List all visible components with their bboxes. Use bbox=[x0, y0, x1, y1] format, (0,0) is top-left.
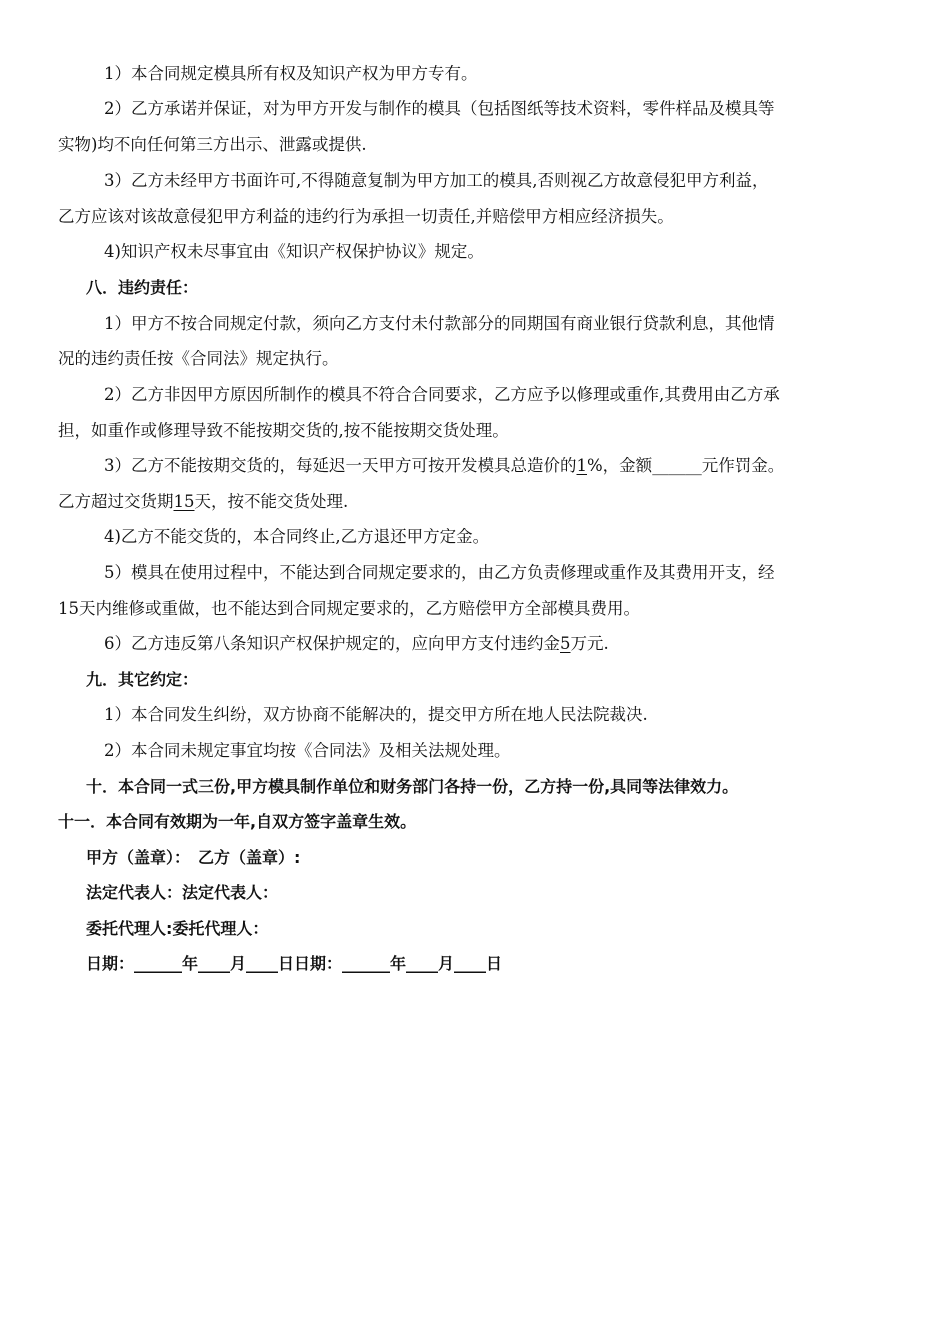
signature-agent: 委托代理人:委托代理人： bbox=[86, 919, 269, 938]
section-11: 十一．本合同有效期为一年,自双方签字盖章生效。 bbox=[58, 812, 417, 831]
clause-8-4: 4)乙方不能交货的，本合同终止,乙方退还甲方定金。 bbox=[104, 527, 490, 546]
section-10: 十．本合同一式三份,甲方模具制作单位和财务部门各持一份，乙方持一份,具同等法律效力。 bbox=[86, 777, 739, 796]
clause-7-3-line1: 3）乙方未经甲方书面许可,不得随意复制为甲方加工的模具,否则视乙方故意侵犯甲方利益， bbox=[104, 171, 769, 190]
clause-9-1: 1）本合同发生纠纷，双方协商不能解决的，提交甲方所在地人民法院裁决. bbox=[104, 705, 648, 724]
clause-9-2: 2）本合同未规定事宜均按《合同法》及相关法规处理。 bbox=[104, 741, 511, 760]
clause-8-3-line1 bbox=[104, 456, 894, 476]
clause-8-1-line2: 况的违约责任按《合同法》规定执行。 bbox=[58, 349, 339, 368]
signature-date: 日期：______年____月____日日期：______年____月____日 bbox=[86, 954, 503, 973]
clause-7-3-line2: 乙方应该对该故意侵犯甲方利益的违约行为承担一切责任,并赔偿甲方相应经济损失。 bbox=[58, 207, 674, 226]
clause-7-2-line1: 2）乙方承诺并保证，对为甲方开发与制作的模具（包括图纸等技术资料，零件样品及模具等 bbox=[104, 99, 775, 118]
clause-8-3-text-c: 元作罚金。 bbox=[701, 456, 785, 475]
clause-8-3-text-a: 3）乙方不能按期交货的，每延迟一天甲方可按开发模具总造价的 bbox=[104, 456, 577, 475]
section-8-heading: 八．违约责任： bbox=[86, 278, 199, 297]
clause-8-6-text-a: 6）乙方违反第八条知识产权保护规定的，应向甲方支付违约金 bbox=[104, 634, 560, 653]
clause-7-1: 1）本合同规定模具所有权及知识产权为甲方专有。 bbox=[104, 64, 478, 83]
signature-legal-rep: 法定代表人：法定代表人： bbox=[86, 883, 279, 902]
clause-8-3-text-b: %，金额 bbox=[587, 456, 653, 475]
penalty-percent: 1 bbox=[576, 456, 587, 475]
clause-8-5-line1: 5）模具在使用过程中，不能达到合同规定要求的，由乙方负责修理或重作及其费用开支，经 bbox=[104, 563, 775, 582]
clause-8-6 bbox=[104, 634, 894, 654]
clause-8-3-text-e: 天，按不能交货处理. bbox=[194, 492, 349, 511]
clause-8-1-line1: 1）甲方不按合同规定付款，须向乙方支付未付款部分的同期国有商业银行贷款利息，其他情 bbox=[104, 314, 775, 333]
clause-8-3-line2 bbox=[58, 492, 888, 512]
clause-7-4: 4)知识产权未尽事宜由《知识产权保护协议》规定。 bbox=[104, 242, 484, 261]
clause-8-2-line1: 2）乙方非因甲方原因所制作的模具不符合合同要求，乙方应予以修理或重作,其费用由乙方承 bbox=[104, 385, 780, 404]
clause-8-2-line2: 担，如重作或修理导致不能按期交货的,按不能按期交货处理。 bbox=[58, 421, 509, 440]
section-9-heading: 九．其它约定： bbox=[86, 670, 199, 689]
amount-blank: ______ bbox=[652, 456, 702, 475]
clause-8-5-line2: 15天内维修或重做，也不能达到合同规定要求的，乙方赔偿甲方全部模具费用。 bbox=[58, 599, 640, 618]
clause-8-6-text-b: 万元. bbox=[570, 634, 609, 653]
clause-7-2-line2: 实物)均不向任何第三方出示、泄露或提供. bbox=[58, 135, 367, 154]
penalty-amount: 5 bbox=[560, 634, 571, 653]
signature-seals: 甲方（盖章）： 乙方（盖章）: bbox=[86, 848, 301, 867]
overdue-days: 15 bbox=[173, 492, 195, 511]
clause-8-3-text-d: 乙方超过交货期 bbox=[58, 492, 174, 511]
